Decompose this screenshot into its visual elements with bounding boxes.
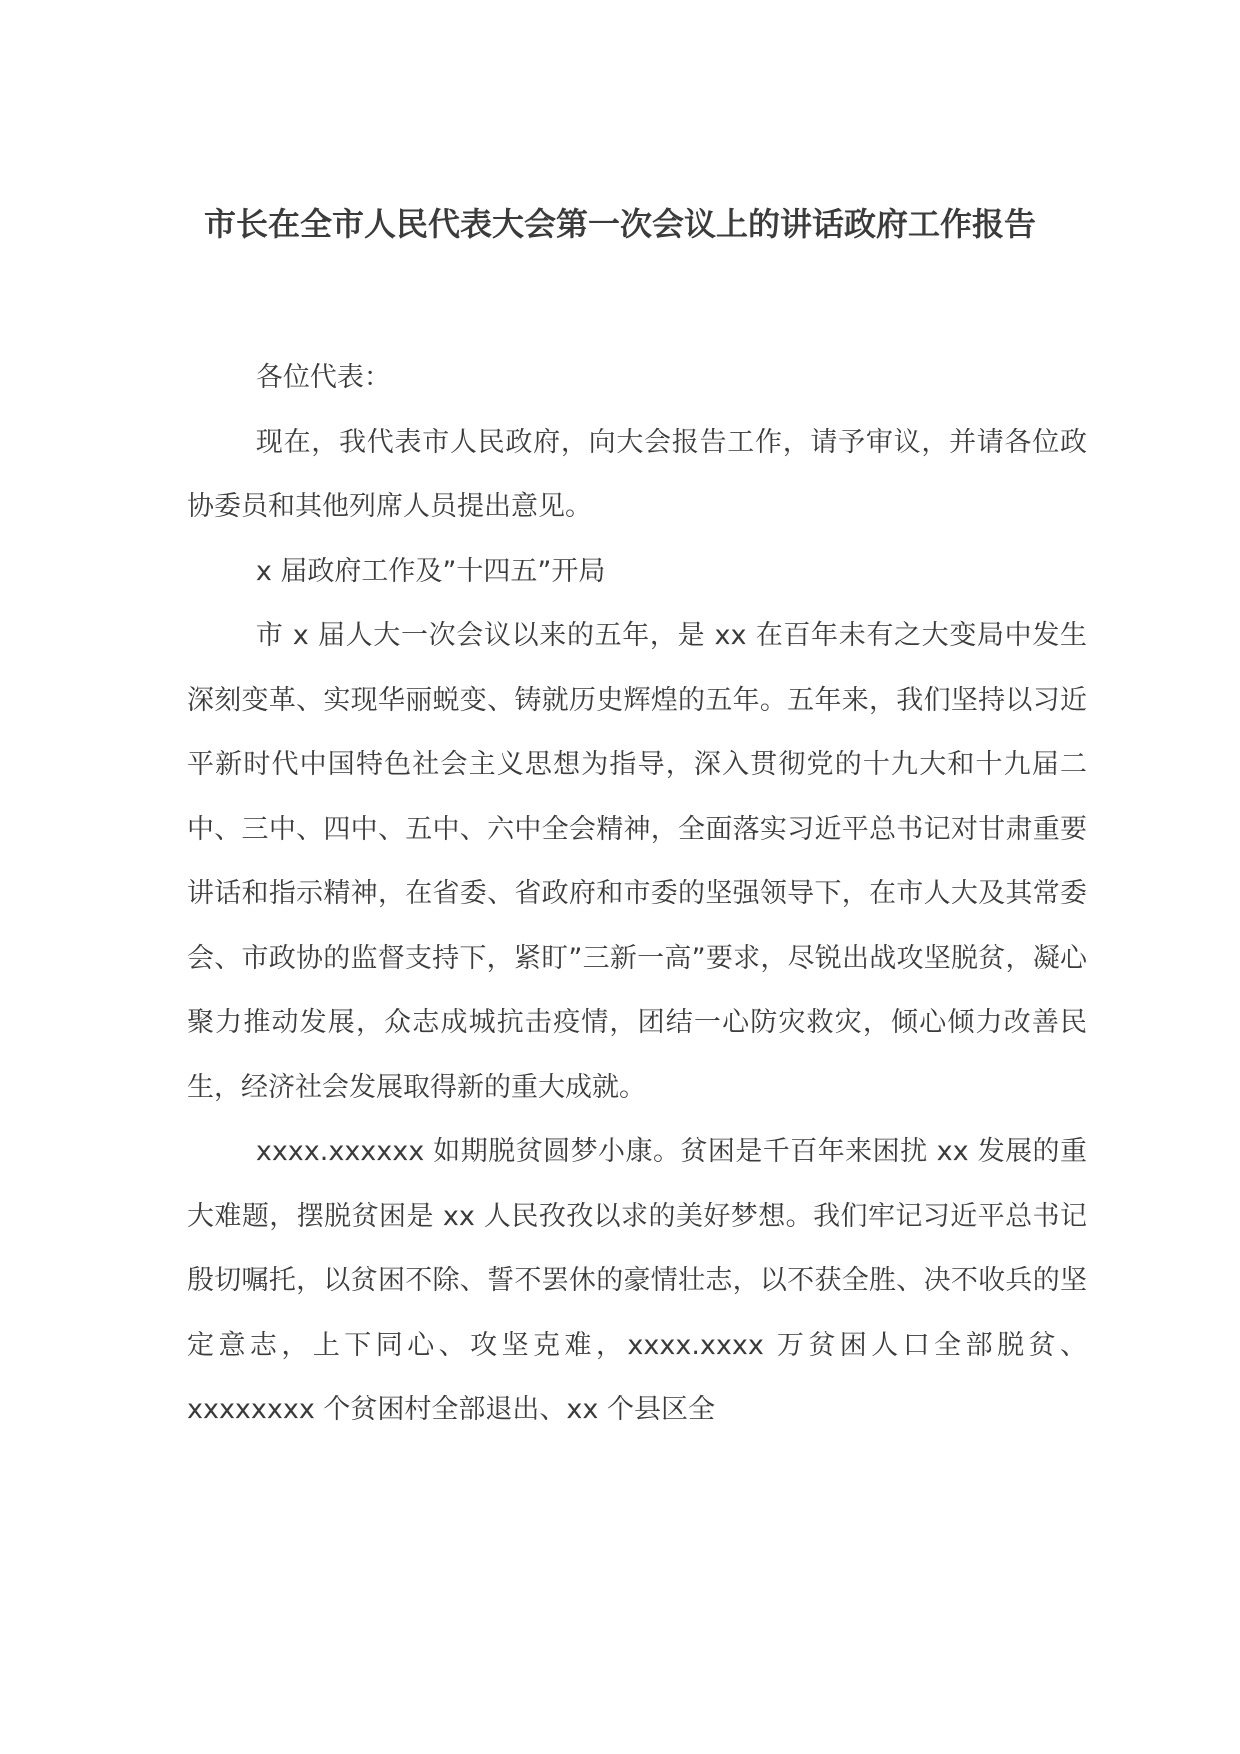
- paragraph-review: 市 x 届人大一次会议以来的五年，是 xx 在百年未有之大变局中发生深刻变革、实现华丽蜕变、铸就历史辉煌的五年。五年来，我们坚持以习近平新时代中国特色社会主义思想为指导，深入贯彻党的十九大和十九届二中、三中、四中、五中、六中全会精神，全面落实习近平总书记对甘肃重要讲话和指示精神，在省委、省政府和市委的坚强领导下，在市人大及其常委会、市政协的监督支持下，紧盯”三新一高”要求，尽锐出战攻坚脱贫，凝心聚力推动发展，众志成城抗击疫情，团结一心防灾救灾，倾心倾力改善民生，经济社会发展取得新的重大成就。: [187, 620, 1087, 1103]
- paragraph-poverty: xxxx.xxxxxx 如期脱贫圆梦小康。贫困是千百年来困扰 xx 发展的重大难题，摆脱贫困是 xx 人民孜孜以求的美好梦想。我们牢记习近平总书记殷切嘱托，以贫困不除、誓不罢休的豪情壮志，以不获全胜、决不收兵的坚定意志，上下同心、攻坚克难，xxxx.xxxx 万贫困人口全部脱贫、xxxxxxxx 个贫困村全部退出、xx 个县区全: [187, 1136, 1087, 1425]
- paragraph-opening: 现在，我代表市人民政府，向大会报告工作，请予审议，并请各位政协委员和其他列席人员提出意见。: [187, 426, 1087, 522]
- paragraph-salutation: 各位代表：: [255, 362, 391, 393]
- document-title: 市长在全市人民代表大会第一次会议上的讲话政府工作报告: [203, 205, 1036, 243]
- document-body: [187, 346, 1087, 1443]
- section-heading: x 届政府工作及”十四五”开局: [255, 555, 606, 587]
